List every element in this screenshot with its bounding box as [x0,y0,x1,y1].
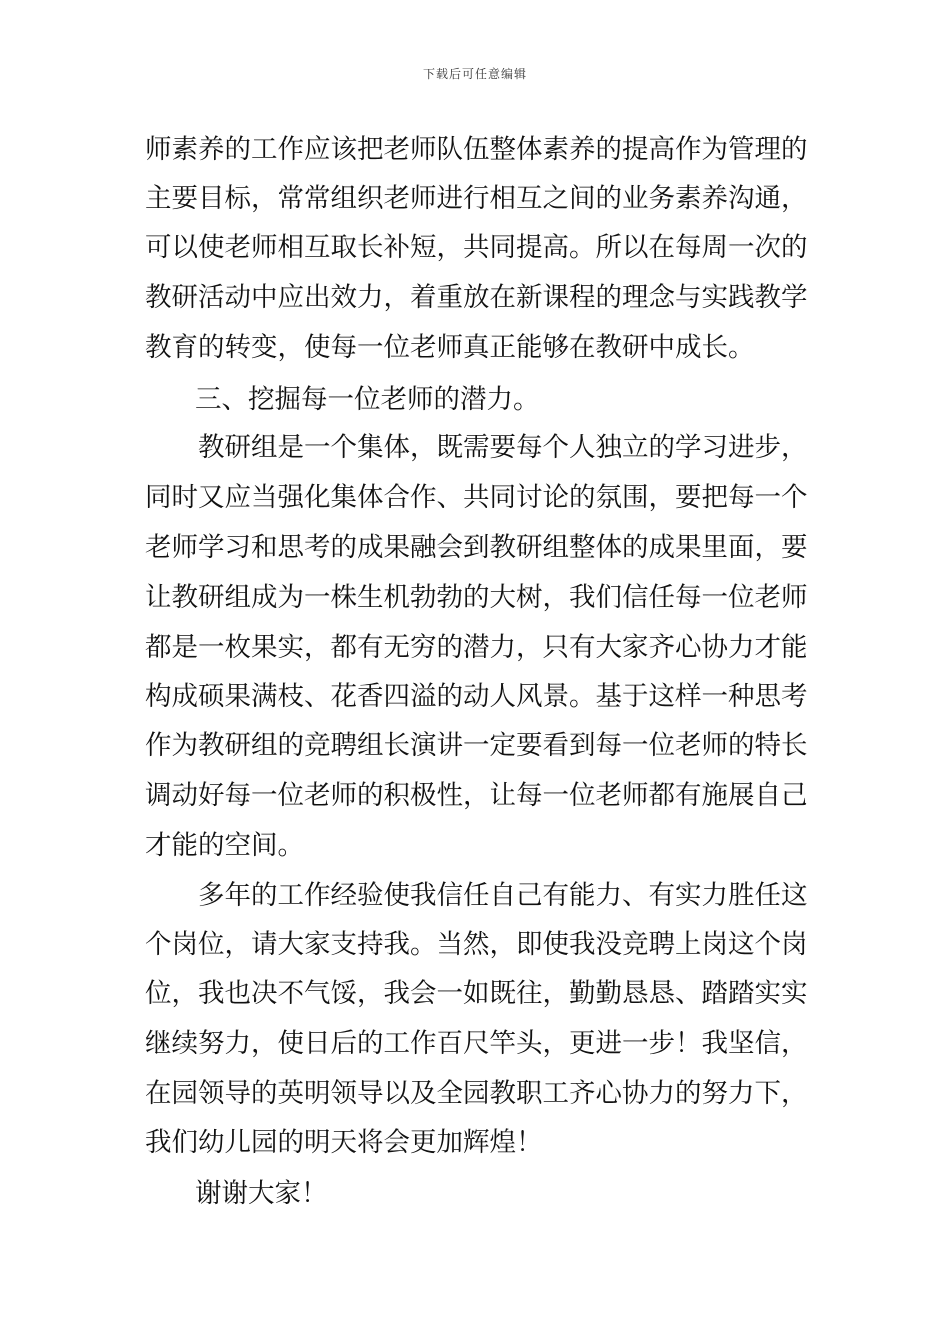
page-header: 下载后可任意编辑 [422,67,527,81]
closing-line: 谢谢大家！ [195,1178,328,1209]
text-line: 我们幼儿园的明天将会更加辉煌！ [145,1127,543,1158]
text-line: 调动好每一位老师的积极性，让每一位老师都有施展自己 [145,780,808,811]
text-line: 教育的转变，使每一位老师真正能够在教研中成长。 [145,332,755,363]
text-line: 位，我也决不气馁，我会一如既往，勤勤恳恳、踏踏实实 [145,978,808,1009]
text-line: 师素养的工作应该把老师队伍整体素养的提高作为管理的 [145,134,808,165]
text-line: 老师学习和思考的成果融会到教研组整体的成果里面，要 [145,532,808,563]
text-line: 继续努力，使日后的工作百尺竿头，更进一步！我坚信， [145,1028,808,1059]
text-line: 才能的空间。 [145,830,304,861]
text-line: 作为教研组的竞聘组长演讲一定要看到每一位老师的特长 [145,730,808,761]
section-heading: 三、挖掘每一位老师的潜力。 [195,384,540,415]
text-line: 可以使老师相互取长补短，共同提高。所以在每周一次的 [145,232,808,263]
text-line: 在园领导的英明领导以及全园教职工齐心协力的努力下， [145,1078,808,1109]
text-line: 构成硕果满枝、花香四溢的动人风景。基于这样一种思考 [145,681,808,712]
text-line: 教研组是一个集体，既需要每个人独立的学习进步， [198,432,808,463]
text-line: 同时又应当强化集体合作、共同讨论的氛围，要把每一个 [145,482,808,513]
text-line: 多年的工作经验使我信任自己有能力、有实力胜任这 [198,880,808,911]
text-line: 个岗位，请大家支持我。当然，即使我没竞聘上岗这个岗 [145,929,808,960]
text-line: 教研活动中应出效力，着重放在新课程的理念与实践教学 [145,282,808,313]
text-line: 都是一枚果实，都有无穷的潜力，只有大家齐心协力才能 [145,632,808,663]
text-line: 让教研组成为一株生机勃勃的大树，我们信任每一位老师 [145,582,808,613]
text-line: 主要目标，常常组织老师进行相互之间的业务素养沟通， [145,183,808,214]
